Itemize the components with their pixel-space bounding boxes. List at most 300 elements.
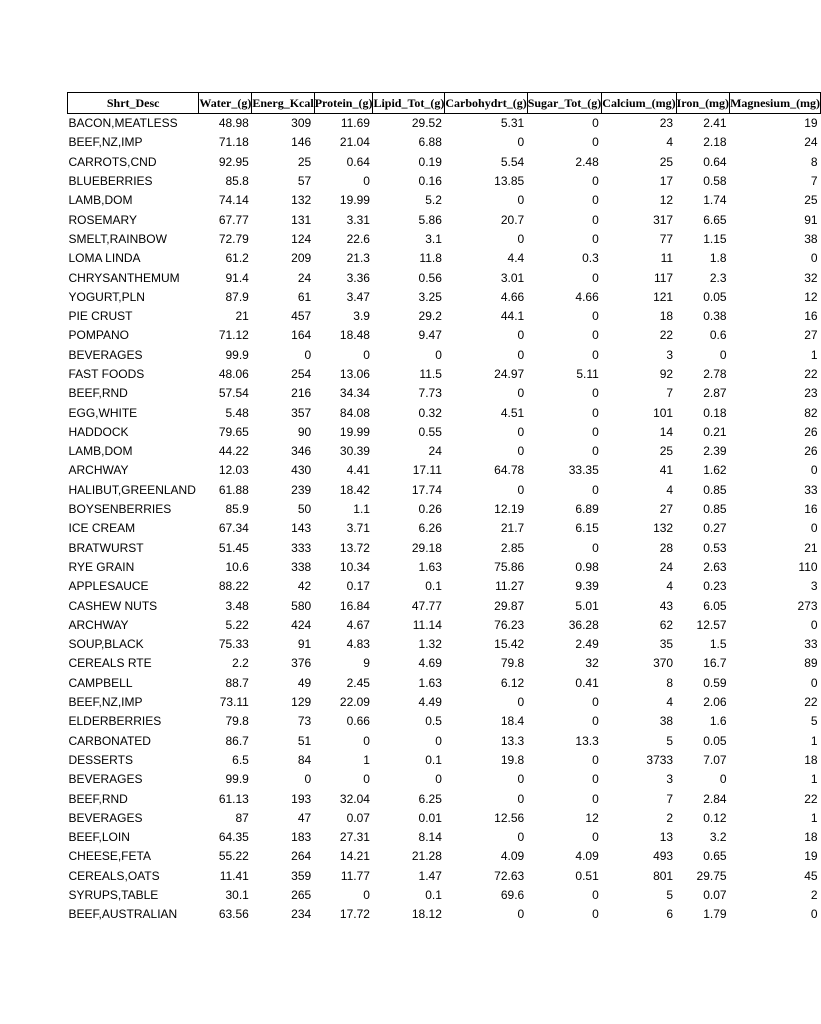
table-cell[interactable]: 29.52 [411,116,442,131]
table-cell[interactable]: 29.18 [411,540,442,555]
table-cell[interactable]: 3.9 [353,309,370,324]
table-cell[interactable]: 12.19 [494,502,525,517]
table-cell[interactable]: 25 [659,444,674,459]
table-cell[interactable]: 2.84 [703,791,727,806]
table-cell[interactable]: 16 [804,502,818,517]
table-cell[interactable]: 0 [517,907,525,922]
table-cell[interactable]: 11 [660,251,674,266]
row-description-cell[interactable]: ELDERBERRIES [68,714,162,729]
table-cell[interactable]: 71.18 [218,135,249,150]
table-cell[interactable]: 24 [297,270,312,285]
table-cell[interactable]: 110 [798,559,818,574]
table-cell[interactable]: 4.49 [418,695,442,710]
table-cell[interactable]: 5.54 [500,154,525,169]
table-cell[interactable]: 5.31 [500,116,525,131]
table-cell[interactable]: 121 [653,289,674,304]
table-cell[interactable]: 24 [804,135,818,150]
table-cell[interactable]: 38 [659,714,674,729]
table-cell[interactable]: 0.51 [575,868,599,883]
table-cell[interactable]: 47.77 [411,598,442,613]
table-cell[interactable]: 338 [291,559,312,574]
table-cell[interactable]: 0 [592,231,599,246]
table-cell[interactable]: 1 [810,810,818,825]
table-cell[interactable]: 10.6 [225,559,249,574]
table-cell[interactable]: 75.33 [218,637,249,652]
table-cell[interactable]: 27 [804,328,818,343]
table-cell[interactable]: 3 [666,347,674,362]
table-cell[interactable]: 74.14 [218,193,249,208]
table-cell[interactable]: 18 [804,752,818,767]
table-cell[interactable]: 55.22 [218,849,249,864]
row-description-cell[interactable]: ICE CREAM [68,521,136,536]
table-cell[interactable]: 0.1 [425,752,442,767]
table-cell[interactable]: 1.63 [418,675,442,690]
table-cell[interactable]: 2 [666,810,674,825]
table-cell[interactable]: 51.45 [218,540,249,555]
table-cell[interactable]: 48.06 [218,367,249,381]
table-cell[interactable]: 3.71 [346,521,370,536]
table-cell[interactable]: 0.58 [703,174,727,189]
table-cell[interactable]: 61.2 [225,251,249,266]
table-cell[interactable]: 4 [666,135,674,150]
table-cell[interactable]: 18 [659,309,674,324]
table-cell[interactable]: 309 [291,116,312,131]
row-description-cell[interactable]: FAST FOODS [68,367,145,381]
table-cell[interactable]: 124 [291,231,312,246]
table-cell[interactable]: 87.9 [225,289,249,304]
table-cell[interactable]: 5 [666,733,674,748]
row-description-cell[interactable]: CHEESE,FETA [68,849,151,864]
column-header[interactable]: Sugar_Tot_(g) [527,93,602,114]
table-cell[interactable]: 0 [592,174,599,189]
table-cell[interactable]: 4.09 [500,849,525,864]
table-cell[interactable]: 2.18 [703,135,727,150]
table-cell[interactable]: 0.41 [575,675,599,690]
table-cell[interactable]: 129 [291,695,312,710]
table-cell[interactable]: 0 [304,772,312,787]
table-cell[interactable]: 12.56 [494,810,525,825]
row-description-cell[interactable]: BACON,MEATLESS [68,116,178,131]
table-cell[interactable]: 6.26 [418,521,442,536]
table-cell[interactable]: 92.95 [218,154,249,169]
table-cell[interactable]: 239 [291,482,312,497]
table-cell[interactable]: 2.87 [703,386,727,401]
table-cell[interactable]: 0 [810,463,818,478]
table-cell[interactable]: 5.22 [225,617,249,632]
table-cell[interactable]: 17.11 [412,463,442,478]
table-cell[interactable]: 0.6 [709,328,727,343]
table-cell[interactable]: 0.85 [703,502,727,517]
table-cell[interactable]: 0.05 [703,289,727,304]
table-cell[interactable]: 143 [291,521,312,536]
table-cell[interactable]: 77 [659,231,674,246]
table-cell[interactable]: 580 [291,598,312,613]
table-cell[interactable]: 42 [297,579,312,594]
table-cell[interactable]: 0 [435,733,442,748]
table-cell[interactable]: 4 [666,579,674,594]
table-cell[interactable]: 1.1 [353,502,370,517]
table-cell[interactable]: 0 [517,347,525,362]
table-cell[interactable]: 0 [592,695,599,710]
table-cell[interactable]: 22 [659,328,674,343]
table-cell[interactable]: 33 [804,482,818,497]
table-cell[interactable]: 84 [297,752,312,767]
table-cell[interactable]: 0.23 [703,579,727,594]
table-cell[interactable]: 11.27 [495,579,525,594]
table-cell[interactable]: 19.99 [339,424,370,439]
table-cell[interactable]: 1.74 [703,193,727,208]
row-description-cell[interactable]: BRATWURST [68,540,144,555]
table-cell[interactable]: 32 [585,656,599,671]
table-cell[interactable]: 5.01 [575,598,599,613]
row-description-cell[interactable]: CAMPBELL [68,675,133,690]
table-cell[interactable]: 63.56 [218,907,249,922]
table-cell[interactable]: 0.18 [703,405,727,420]
table-cell[interactable]: 13.3 [500,733,525,748]
table-cell[interactable]: 2 [810,888,818,903]
table-cell[interactable]: 30.1 [225,888,249,903]
table-cell[interactable]: 23 [659,116,674,131]
table-cell[interactable]: 0 [517,830,525,845]
row-description-cell[interactable]: APPLESAUCE [68,579,149,594]
table-cell[interactable]: 22.6 [346,231,370,246]
table-cell[interactable]: 75.86 [494,559,525,574]
table-cell[interactable]: 0.1 [425,579,442,594]
table-cell[interactable]: 7 [666,791,674,806]
table-cell[interactable]: 3.31 [346,212,370,227]
table-cell[interactable]: 0.01 [418,810,442,825]
table-cell[interactable]: 424 [291,617,312,632]
table-cell[interactable]: 36.28 [568,617,599,632]
table-cell[interactable]: 0 [435,772,442,787]
table-cell[interactable]: 193 [291,791,312,806]
table-cell[interactable]: 91 [297,637,312,652]
table-cell[interactable]: 493 [653,849,674,864]
table-cell[interactable]: 12.03 [218,463,249,478]
row-description-cell[interactable]: SOUP,BLACK [68,637,144,652]
column-header[interactable]: Shrt_Desc [68,93,199,114]
table-cell[interactable]: 0 [435,347,442,362]
table-cell[interactable]: 3.2 [709,830,727,845]
table-cell[interactable]: 1.6 [709,714,727,729]
table-cell[interactable]: 0 [592,386,599,401]
table-cell[interactable]: 16.7 [703,656,727,671]
table-cell[interactable]: 61.88 [218,482,249,497]
table-cell[interactable]: 30.39 [339,444,370,459]
table-cell[interactable]: 0 [592,405,599,420]
table-cell[interactable]: 17 [659,174,674,189]
table-cell[interactable]: 0 [363,174,370,189]
table-cell[interactable]: 61.13 [218,791,249,806]
table-cell[interactable]: 0 [592,328,599,343]
row-description-cell[interactable]: DESSERTS [68,752,133,767]
table-cell[interactable]: 23 [804,386,818,401]
table-cell[interactable]: 92 [659,367,674,381]
table-cell[interactable]: 33 [804,637,818,652]
table-cell[interactable]: 11.8 [419,251,442,266]
table-cell[interactable]: 265 [291,888,312,903]
row-description-cell[interactable]: CHRYSANTHEMUM [68,270,180,285]
table-cell[interactable]: 1.8 [709,251,727,266]
table-cell[interactable]: 376 [291,656,312,671]
column-header[interactable]: Calcium_(mg) [602,93,676,114]
table-cell[interactable]: 43 [659,598,674,613]
table-cell[interactable]: 7.73 [418,386,442,401]
row-description-cell[interactable]: ARCHWAY [68,463,129,478]
table-cell[interactable]: 89 [804,656,818,671]
table-cell[interactable]: 67.77 [218,212,249,227]
table-cell[interactable]: 6.05 [703,598,727,613]
table-cell[interactable]: 0.85 [703,482,727,497]
table-cell[interactable]: 73.11 [219,695,249,710]
table-cell[interactable]: 346 [291,444,312,459]
row-description-cell[interactable]: CEREALS,OATS [68,868,160,883]
table-cell[interactable]: 0 [517,193,525,208]
table-cell[interactable]: 8.14 [418,830,442,845]
table-cell[interactable]: 0 [592,752,599,767]
table-cell[interactable]: 4.67 [346,617,370,632]
table-cell[interactable]: 4.66 [575,289,599,304]
table-cell[interactable]: 1.47 [418,868,442,883]
row-description-cell[interactable]: BEEF,NZ,IMP [68,695,143,710]
table-cell[interactable]: 0 [517,231,525,246]
table-cell[interactable]: 12 [585,810,599,825]
table-cell[interactable]: 0.56 [418,270,442,285]
table-cell[interactable]: 7 [810,174,818,189]
table-cell[interactable]: 4.83 [346,637,370,652]
table-cell[interactable]: 22 [804,791,818,806]
row-description-cell[interactable]: LOMA LINDA [68,251,141,266]
table-cell[interactable]: 21.04 [339,135,370,150]
table-cell[interactable]: 430 [291,463,312,478]
table-cell[interactable]: 6.5 [232,752,249,767]
table-cell[interactable]: 132 [291,193,312,208]
table-cell[interactable]: 0.55 [418,424,442,439]
table-cell[interactable]: 5.86 [418,212,442,227]
table-cell[interactable]: 91.4 [225,270,249,285]
table-cell[interactable]: 72.79 [218,231,249,246]
table-cell[interactable]: 164 [291,328,312,343]
table-cell[interactable]: 457 [291,309,312,324]
table-cell[interactable]: 25 [659,154,674,169]
table-cell[interactable]: 2.63 [703,559,727,574]
table-cell[interactable]: 0.27 [703,521,727,536]
table-cell[interactable]: 2.3 [709,270,727,285]
table-cell[interactable]: 12 [804,289,818,304]
row-description-cell[interactable]: PIE CRUST [68,309,133,324]
table-cell[interactable]: 45 [804,868,818,883]
table-cell[interactable]: 91 [804,212,818,227]
table-cell[interactable]: 0 [592,212,599,227]
table-cell[interactable]: 0 [592,347,599,362]
table-cell[interactable]: 3.48 [225,598,249,613]
table-cell[interactable]: 3 [810,579,818,594]
table-cell[interactable]: 1 [810,772,818,787]
table-cell[interactable]: 26 [804,444,818,459]
table-cell[interactable]: 3.47 [346,289,370,304]
table-cell[interactable]: 0 [592,270,599,285]
table-cell[interactable]: 3.01 [500,270,525,285]
table-cell[interactable]: 6.65 [703,212,727,227]
table-cell[interactable]: 0.66 [346,714,370,729]
table-cell[interactable]: 273 [797,598,818,613]
table-cell[interactable]: 41 [659,463,674,478]
table-cell[interactable]: 34.34 [339,386,370,401]
table-cell[interactable]: 1.79 [703,907,727,922]
column-header[interactable]: Energ_Kcal [252,93,314,114]
table-cell[interactable]: 14.21 [339,849,370,864]
table-cell[interactable]: 0 [592,830,599,845]
table-cell[interactable]: 4.09 [575,849,599,864]
table-cell[interactable]: 209 [291,251,312,266]
table-cell[interactable]: 6.89 [575,502,599,517]
table-cell[interactable]: 317 [653,212,674,227]
row-description-cell[interactable]: YOGURT,PLN [68,289,145,304]
table-cell[interactable]: 1 [810,347,818,362]
table-cell[interactable]: 0 [592,714,599,729]
table-cell[interactable]: 0 [592,444,599,459]
table-cell[interactable]: 0 [592,540,599,555]
table-cell[interactable]: 5 [666,888,674,903]
table-cell[interactable]: 6 [666,907,674,922]
table-cell[interactable]: 0 [592,193,599,208]
table-cell[interactable]: 0.38 [703,309,727,324]
table-cell[interactable]: 48.98 [218,116,249,131]
table-cell[interactable]: 4.51 [500,405,525,420]
table-cell[interactable]: 1.32 [418,637,442,652]
table-cell[interactable]: 5.11 [576,367,599,381]
table-cell[interactable]: 11.41 [219,868,249,883]
table-cell[interactable]: 0 [592,116,599,131]
table-cell[interactable]: 4.4 [507,251,525,266]
table-cell[interactable]: 0 [592,888,599,903]
table-cell[interactable]: 71.12 [218,328,249,343]
table-cell[interactable]: 9 [363,656,370,671]
table-cell[interactable]: 27.31 [339,830,370,845]
table-cell[interactable]: 2.45 [346,675,370,690]
table-cell[interactable]: 22 [804,367,818,381]
table-cell[interactable]: 0.19 [418,154,442,169]
table-cell[interactable]: 2.85 [500,540,525,555]
table-cell[interactable]: 47 [297,810,312,825]
table-cell[interactable]: 85.8 [225,174,249,189]
table-cell[interactable]: 13.06 [339,367,370,381]
table-cell[interactable]: 28 [659,540,674,555]
table-cell[interactable]: 3.25 [418,289,442,304]
table-cell[interactable]: 0.32 [418,405,442,420]
table-cell[interactable]: 0.05 [703,733,727,748]
table-cell[interactable]: 22 [804,695,818,710]
table-cell[interactable]: 6.12 [500,675,525,690]
table-cell[interactable]: 10.34 [339,559,370,574]
table-cell[interactable]: 86.7 [225,733,249,748]
table-cell[interactable]: 18 [804,830,818,845]
table-cell[interactable]: 16.84 [339,598,370,613]
row-description-cell[interactable]: BEEF,RND [68,386,128,401]
table-cell[interactable]: 0.16 [418,174,442,189]
table-cell[interactable]: 2.2 [232,656,249,671]
table-cell[interactable]: 2.78 [703,367,727,381]
table-cell[interactable]: 24.97 [494,367,525,381]
table-cell[interactable]: 27 [659,502,674,517]
table-cell[interactable]: 0.17 [346,579,370,594]
row-description-cell[interactable]: BEVERAGES [68,810,143,825]
table-cell[interactable]: 0.59 [703,675,727,690]
table-cell[interactable]: 87 [235,810,249,825]
table-cell[interactable]: 18.12 [411,907,442,922]
table-cell[interactable]: 22.09 [339,695,370,710]
table-cell[interactable]: 49 [297,675,312,690]
table-cell[interactable]: 0.65 [703,849,727,864]
table-cell[interactable]: 99.9 [225,347,249,362]
table-cell[interactable]: 0.21 [703,424,727,439]
row-description-cell[interactable]: CEREALS RTE [68,656,152,671]
table-cell[interactable]: 5.2 [425,193,442,208]
table-cell[interactable]: 6.15 [575,521,599,536]
table-cell[interactable]: 62 [659,617,674,632]
table-cell[interactable]: 90 [297,424,312,439]
table-cell[interactable]: 0 [517,791,525,806]
table-cell[interactable]: 4 [666,695,674,710]
row-description-cell[interactable]: ROSEMARY [68,212,137,227]
table-cell[interactable]: 19 [804,116,818,131]
table-cell[interactable]: 11.69 [340,116,370,131]
table-cell[interactable]: 4.66 [500,289,525,304]
row-description-cell[interactable]: BEVERAGES [68,772,143,787]
table-cell[interactable]: 0.1 [425,888,442,903]
table-cell[interactable]: 12.57 [696,617,727,632]
table-cell[interactable]: 25 [804,193,818,208]
table-cell[interactable]: 2.39 [703,444,727,459]
table-cell[interactable]: 32 [804,270,818,285]
table-cell[interactable]: 0 [517,695,525,710]
row-description-cell[interactable]: CARBONATED [68,733,151,748]
table-cell[interactable]: 5.48 [225,405,249,420]
table-cell[interactable]: 0 [592,135,599,150]
row-description-cell[interactable]: SYRUPS,TABLE [68,888,159,903]
table-cell[interactable]: 79.8 [225,714,249,729]
table-cell[interactable]: 1 [363,752,370,767]
row-description-cell[interactable]: BEEF,NZ,IMP [68,135,143,150]
table-cell[interactable]: 13.72 [339,540,370,555]
row-description-cell[interactable]: CASHEW NUTS [68,598,158,613]
row-description-cell[interactable]: RYE GRAIN [68,559,135,574]
table-cell[interactable]: 0 [363,347,370,362]
table-cell[interactable]: 35 [659,637,674,652]
table-cell[interactable]: 0 [517,772,525,787]
table-cell[interactable]: 21 [235,309,249,324]
table-cell[interactable]: 0.07 [703,888,727,903]
row-description-cell[interactable]: SMELT,RAINBOW [68,231,167,246]
table-cell[interactable]: 4 [666,482,674,497]
row-description-cell[interactable]: LAMB,DOM [68,444,133,459]
table-cell[interactable]: 21.28 [411,849,442,864]
table-cell[interactable]: 1.5 [709,637,727,652]
table-cell[interactable]: 19.99 [339,193,370,208]
table-cell[interactable]: 370 [653,656,674,671]
table-cell[interactable]: 234 [291,907,312,922]
table-cell[interactable]: 0 [363,772,370,787]
table-cell[interactable]: 1.15 [703,231,727,246]
table-cell[interactable]: 2.49 [575,637,599,652]
table-cell[interactable]: 264 [291,849,312,864]
table-cell[interactable]: 2.06 [703,695,727,710]
table-cell[interactable]: 24 [659,559,674,574]
table-cell[interactable]: 15.42 [494,637,525,652]
table-cell[interactable]: 7.07 [703,752,727,767]
table-cell[interactable]: 11.14 [412,617,442,632]
table-cell[interactable]: 216 [291,386,312,401]
